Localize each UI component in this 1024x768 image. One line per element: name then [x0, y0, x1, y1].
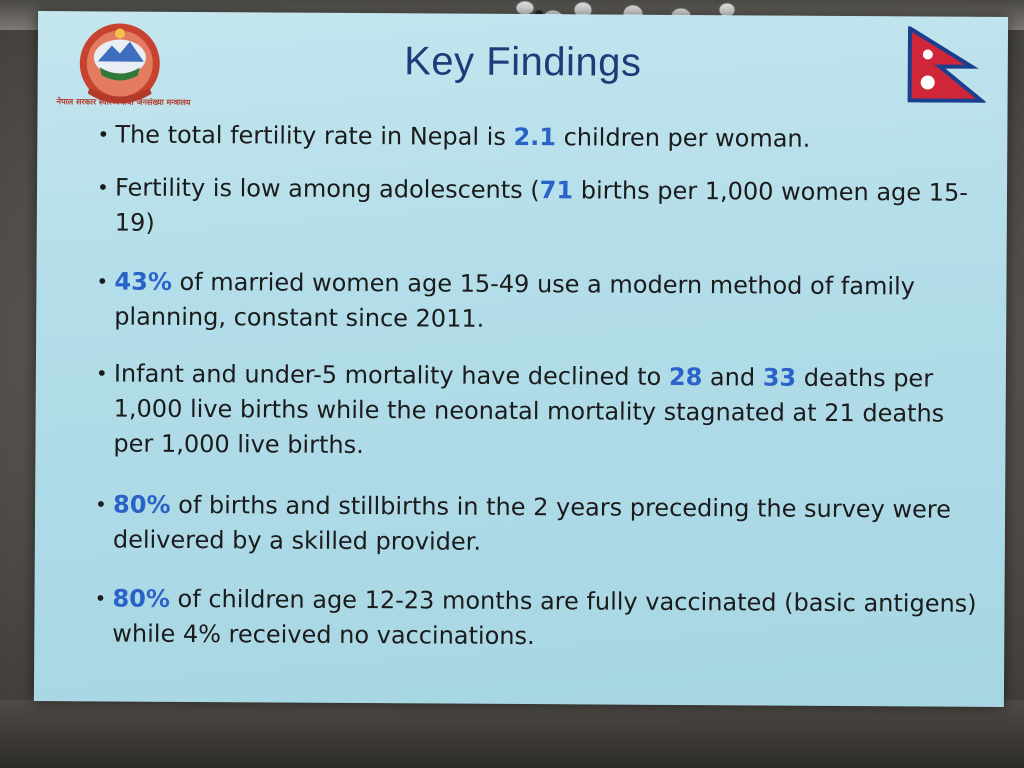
- stat-value: 28: [668, 362, 703, 392]
- finding-skilled-delivery: • 80% of births and stillbirths in the 2 years preceding the survey were delivered by a skilled provider.: [95, 487, 985, 562]
- finding-adolescent-fertility: • Fertility is low among adolescents (71 births per 1,000 women age 15-19): [97, 170, 987, 245]
- stat-value: 2.1: [513, 122, 557, 152]
- stat-value: 43%: [114, 267, 173, 296]
- stat-value: 80%: [113, 490, 171, 519]
- slide-title: Key Findings: [404, 39, 642, 85]
- finding-vaccination: • 80% of children age 12-23 months are fully vaccinated (basic antigens) while 4% received no vaccinations.: [94, 581, 984, 656]
- finding-mortality: • Infant and under-5 mortality have declined to 28 and 33 deaths per 1,000 live births while the neonatal mortality stagnated at 21 deaths per 1,000 live births.: [95, 356, 986, 466]
- finding-fertility-rate: • The total fertility rate in Nepal is 2.1 children per woman.: [97, 117, 987, 157]
- stat-value: 71: [539, 176, 574, 205]
- presentation-slide: [34, 11, 1008, 707]
- emblem-caption: नेपाल सरकार स्वास्थ्य तथा जनसंख्या मन्त्रालय: [56, 97, 191, 107]
- room-floor: [0, 700, 1024, 768]
- stat-value: 80%: [112, 584, 171, 613]
- stat-value: 33: [762, 363, 797, 392]
- findings-list: [94, 111, 987, 656]
- finding-family-planning: • 43% of married women age 15-49 use a modern method of family planning, constant since 2011.: [96, 264, 986, 339]
